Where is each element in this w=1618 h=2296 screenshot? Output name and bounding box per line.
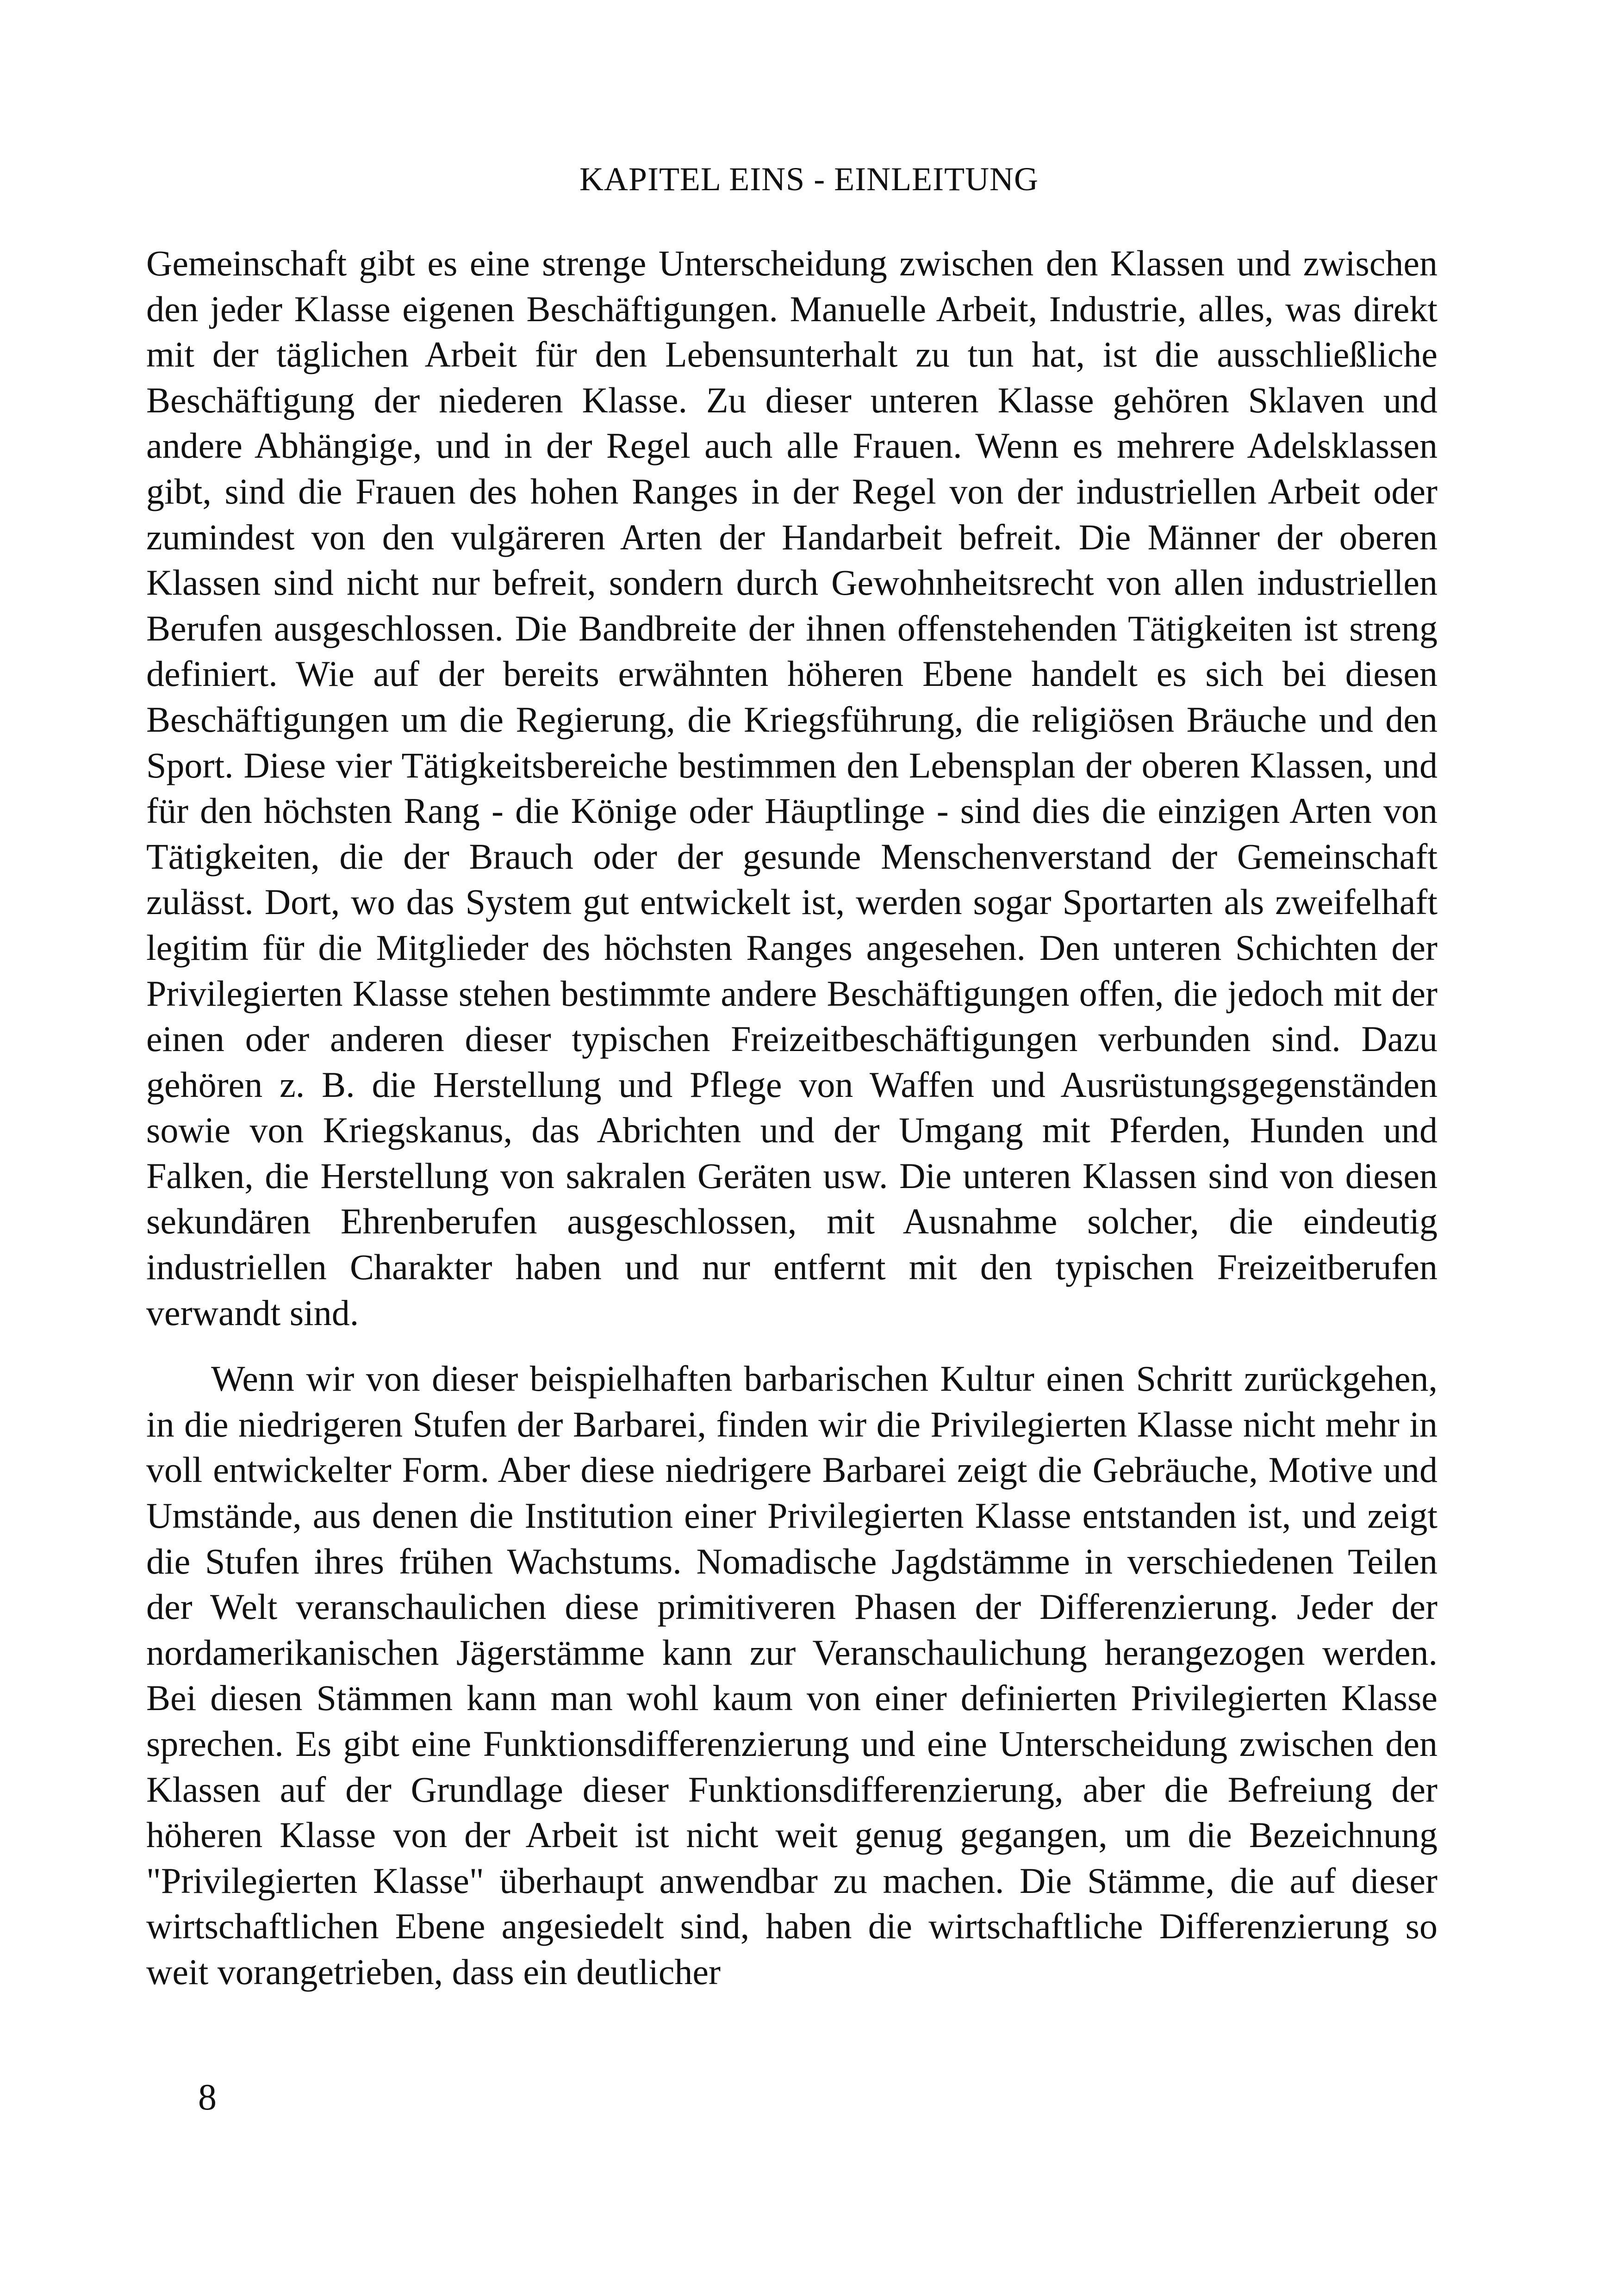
page-number: 8 bbox=[198, 2077, 217, 2118]
paragraph-2: Wenn wir von dieser beispielhaften barbarischen Kultur einen Schritt zurückgehen, in die niedrigeren Stufen der Barbarei, finden wir die Privilegierten Klasse nicht mehr in voll entwickelter Form. Aber diese niedrigere Barbarei zeigt die Gebräuche, Motive und Umstände, aus denen die Institution einer Privilegierten Klasse entstanden ist, und zeigt die Stufen ihres frühen Wachstums. Nomadische Jagdstämme in verschiedenen Teilen der Welt veranschaulichen diese primitiveren Phasen der Differenzierung. Jeder der nordamerikanischen Jägerstämme kann zur Veranschaulichung herangezogen werden. Bei diesen Stämmen kann man wohl kaum von einer definierten Privilegierten Klasse sprechen. Es gibt eine Funktionsdifferenzierung und eine Unterscheidung zwischen den Klassen auf der Grundlage dieser Funktionsdifferenzierung, aber die Befreiung der höheren Klasse von der Arbeit ist nicht weit genug gegangen, um die Bezeichnung "Privilegierten Klasse" überhaupt anwendbar zu machen. Die Stämme, die auf dieser wirtschaftlichen Ebene angesiedelt sind, haben die wirtschaftliche Differenzierung so weit vorangetrieben, dass ein deutlicher bbox=[146, 1358, 1438, 1992]
body-text bbox=[146, 241, 1438, 1995]
paragraph-1: Gemeinschaft gibt es eine strenge Unterscheidung zwischen den Klassen und zwischen den jeder Klasse eigenen Beschäftigungen. Manuelle Arbeit, Industrie, alles, was direkt mit der täglichen Arbeit für den Lebensunterhalt zu tun hat, ist die ausschließliche Beschäftigung der niederen Klasse. Zu dieser unteren Klasse gehören Sklaven und andere Abhängige, und in der Regel auch alle Frauen. Wenn es mehrere Adelsklassen gibt, sind die Frauen des hohen Ranges in der Regel von der industriellen Arbeit oder zumindest von den vulgäreren Arten der Handarbeit befreit. Die Männer der oberen Klassen sind nicht nur befreit, sondern durch Gewohnheitsrecht von allen industriellen Berufen ausgeschlossen. Die Bandbreite der ihnen offenstehenden Tätigkeiten ist streng definiert. Wie auf der bereits erwähnten höheren Ebene handelt es sich bei diesen Beschäftigungen um die Regierung, die Kriegsführung, die religiösen Bräuche und den Sport. Diese vier Tätigkeitsbereiche bestimmen den Lebensplan der oberen Klassen, und für den höchsten Rang - die Könige oder Häuptlinge - sind dies die einzigen Arten von Tätigkeiten, die der Brauch oder der gesunde Menschenverstand der Gemeinschaft zulässt. Dort, wo das System gut entwickelt ist, werden sogar Sportarten als zweifelhaft legitim für die Mitglieder des höchsten Ranges angesehen. Den unteren Schichten der Privilegierten Klasse stehen bestimmte andere Beschäftigungen offen, die jedoch mit der einen oder anderen dieser typischen Freizeitbeschäftigungen verbunden sind. Dazu gehören z. B. die Herstellung und Pflege von Waffen und Ausrüstungsgegenständen sowie von Kriegskanus, das Abrichten und der Umgang mit Pferden, Hunden und Falken, die Herstellung von sakralen Geräten usw. Die unteren Klassen sind von diesen sekundären Ehrenberufen ausgeschlossen, mit Ausnahme solcher, die eindeutig industriellen Charakter haben und nur entfernt mit den typischen Freizeitberufen verwandt sind. bbox=[146, 243, 1438, 1333]
running-header: KAPITEL EINS - EINLEITUNG bbox=[579, 161, 1039, 198]
